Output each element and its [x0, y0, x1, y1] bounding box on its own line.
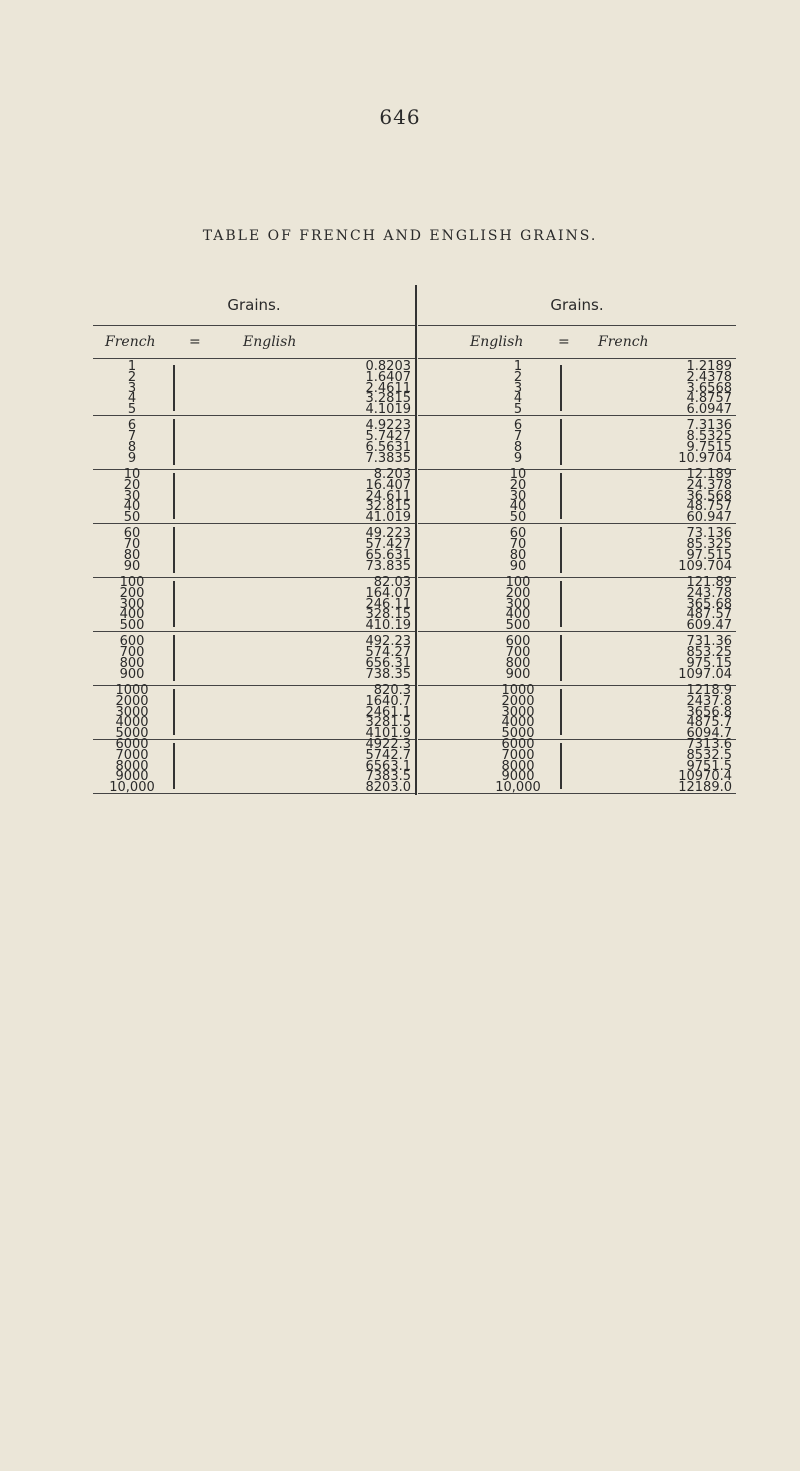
converted-value: 8203.0	[365, 780, 411, 796]
table-row	[418, 780, 736, 798]
source-value: 6	[127, 418, 137, 434]
converted-value: 7313.6	[686, 737, 732, 752]
source-value: 5	[513, 402, 523, 418]
converted-value: 3.2815	[365, 391, 411, 407]
converted-value: 487.57	[686, 607, 732, 623]
source-value: 400	[119, 607, 145, 623]
row-group	[93, 361, 415, 416]
source-value: 1	[127, 359, 137, 374]
source-value: 70	[509, 537, 527, 553]
converted-value: 82.03	[373, 575, 411, 590]
converted-value: 60.947	[686, 510, 732, 526]
source-value: 50	[509, 510, 527, 526]
converted-value: 6563.1	[365, 758, 411, 774]
converted-value: 738.35	[365, 666, 411, 682]
converted-value: 9.7515	[686, 440, 732, 455]
left-eq-sign: =	[189, 334, 201, 350]
source-value: 2	[127, 369, 137, 385]
source-value: 4	[513, 391, 523, 407]
page-number: 646	[379, 105, 421, 129]
row-group	[93, 739, 415, 794]
source-value: 5	[127, 402, 137, 418]
source-value: 9	[127, 450, 137, 466]
right-col-a-header: English	[470, 334, 524, 350]
converted-value: 731.36	[686, 634, 732, 650]
source-value: 5000	[501, 726, 535, 742]
converted-value: 85.325	[686, 537, 732, 553]
converted-value: 1218.9	[686, 683, 732, 698]
converted-value: 48.757	[686, 499, 732, 515]
source-value: 7000	[115, 747, 149, 763]
converted-value: 0.8203	[365, 359, 411, 374]
source-value: 900	[119, 666, 145, 682]
source-value: 3	[513, 380, 523, 396]
source-value: 2	[513, 369, 523, 385]
converted-value: 24.611	[365, 488, 411, 504]
source-value: 10,000	[495, 780, 541, 796]
source-value: 40	[509, 499, 527, 515]
converted-value: 7383.5	[365, 769, 411, 785]
converted-value: 328.15	[365, 607, 411, 623]
left-group-header: Grains.	[93, 285, 415, 326]
converted-value: 2.4611	[365, 380, 411, 396]
source-value: 20	[509, 477, 527, 493]
english-to-french-half	[418, 285, 736, 795]
source-value: 10	[123, 467, 141, 482]
converted-value: 5.7427	[365, 429, 411, 445]
left-column-headers	[93, 326, 415, 359]
left-col-a-header: French	[105, 334, 156, 350]
converted-value: 6094.7	[686, 726, 732, 742]
converted-value: 3.6568	[686, 380, 732, 396]
converted-value: 57.427	[365, 537, 411, 553]
source-value: 40	[123, 499, 141, 515]
row-group	[418, 685, 736, 740]
converted-value: 8532.5	[686, 747, 732, 763]
source-value: 7	[127, 429, 137, 445]
source-value: 9000	[501, 769, 535, 785]
row-group	[93, 577, 415, 632]
converted-value: 12.189	[686, 467, 732, 482]
converted-value: 2.4378	[686, 369, 732, 385]
converted-value: 49.223	[365, 526, 411, 542]
source-value: 90	[123, 558, 141, 574]
row-group	[93, 523, 415, 578]
source-value: 7000	[501, 747, 535, 763]
converted-value: 6.0947	[686, 402, 732, 418]
row-group	[418, 469, 736, 524]
row-group	[418, 739, 736, 794]
row-group	[93, 469, 415, 524]
converted-value: 4922.3	[365, 737, 411, 752]
source-value: 6000	[115, 737, 149, 752]
converted-value: 8.203	[373, 467, 411, 482]
converted-value: 410.19	[365, 618, 411, 634]
converted-value: 41.019	[365, 510, 411, 526]
row-group	[418, 415, 736, 470]
converted-value: 1097.04	[678, 666, 732, 682]
source-value: 20	[123, 477, 141, 493]
converted-value: 97.515	[686, 548, 732, 563]
french-to-english-half	[93, 285, 417, 795]
row-group	[418, 361, 736, 416]
converted-value: 1640.7	[365, 693, 411, 709]
converted-value: 7.3835	[365, 450, 411, 466]
row-group	[418, 577, 736, 632]
source-value: 800	[505, 656, 531, 671]
converted-value: 1.2189	[686, 359, 732, 374]
converted-value: 10.9704	[678, 450, 732, 466]
row-group	[93, 631, 415, 686]
converted-value: 365.68	[686, 596, 732, 612]
converted-value: 121.89	[686, 575, 732, 590]
converted-value: 4.1019	[365, 402, 411, 418]
source-value: 30	[123, 488, 141, 504]
grains-table	[93, 285, 738, 805]
source-value: 60	[123, 526, 141, 542]
row-group	[418, 523, 736, 578]
converted-value: 36.568	[686, 488, 732, 504]
source-value: 3	[127, 380, 137, 396]
source-value: 2000	[115, 693, 149, 709]
converted-value: 164.07	[365, 585, 411, 601]
source-value: 300	[119, 596, 145, 612]
converted-value: 609.47	[686, 618, 732, 634]
converted-value: 4.9223	[365, 418, 411, 434]
source-value: 4000	[115, 715, 149, 731]
converted-value: 5742.7	[365, 747, 411, 763]
source-value: 6	[513, 418, 523, 434]
source-value: 3000	[115, 704, 149, 720]
converted-value: 820.3	[373, 683, 411, 698]
source-value: 100	[119, 575, 145, 590]
converted-value: 16.407	[365, 477, 411, 493]
source-value: 7	[513, 429, 523, 445]
source-value: 500	[505, 618, 531, 634]
converted-value: 73.835	[365, 558, 411, 574]
right-group-header: Grains.	[418, 285, 736, 326]
converted-value: 492.23	[365, 634, 411, 650]
source-value: 500	[119, 618, 145, 634]
source-value: 600	[119, 634, 145, 650]
source-value: 1000	[115, 683, 149, 698]
converted-value: 109.704	[678, 558, 732, 574]
source-value: 3000	[501, 704, 535, 720]
source-value: 8000	[501, 758, 535, 774]
source-value: 800	[119, 656, 145, 671]
converted-value: 3281.5	[365, 715, 411, 731]
row-group	[93, 415, 415, 470]
source-value: 8	[513, 440, 523, 455]
source-value: 70	[123, 537, 141, 553]
converted-value: 246.11	[365, 596, 411, 612]
converted-value: 2437.8	[686, 693, 732, 709]
source-value: 8000	[115, 758, 149, 774]
source-value: 90	[509, 558, 527, 574]
source-value: 700	[119, 645, 145, 661]
converted-value: 7.3136	[686, 418, 732, 434]
source-value: 6000	[501, 737, 535, 752]
source-value: 80	[509, 548, 527, 563]
source-value: 4	[127, 391, 137, 407]
converted-value: 8.5325	[686, 429, 732, 445]
converted-value: 3656.8	[686, 704, 732, 720]
source-value: 4000	[501, 715, 535, 731]
converted-value: 4101.9	[365, 726, 411, 742]
source-value: 9	[513, 450, 523, 466]
source-value: 400	[505, 607, 531, 623]
source-value: 200	[119, 585, 145, 601]
source-value: 1	[513, 359, 523, 374]
source-value: 8	[127, 440, 137, 455]
source-value: 2000	[501, 693, 535, 709]
converted-value: 10970.4	[678, 769, 732, 785]
right-col-b-header: French	[598, 334, 649, 350]
row-group	[418, 631, 736, 686]
converted-value: 243.78	[686, 585, 732, 601]
converted-value: 65.631	[365, 548, 411, 563]
converted-value: 73.136	[686, 526, 732, 542]
right-eq-sign: =	[558, 334, 570, 350]
source-value: 5000	[115, 726, 149, 742]
converted-value: 2461.1	[365, 704, 411, 720]
source-value: 80	[123, 548, 141, 563]
converted-value: 656.31	[365, 656, 411, 671]
converted-value: 24.378	[686, 477, 732, 493]
converted-value: 1.6407	[365, 369, 411, 385]
converted-value: 975.15	[686, 656, 732, 671]
source-value: 60	[509, 526, 527, 542]
converted-value: 574.27	[365, 645, 411, 661]
right-column-headers	[418, 326, 736, 359]
converted-value: 32.815	[365, 499, 411, 515]
converted-value: 4.8757	[686, 391, 732, 407]
converted-value: 853.25	[686, 645, 732, 661]
source-value: 200	[505, 585, 531, 601]
converted-value: 12189.0	[678, 780, 732, 796]
converted-value: 4875.7	[686, 715, 732, 731]
source-value: 1000	[501, 683, 535, 698]
converted-value: 6.5631	[365, 440, 411, 455]
source-value: 700	[505, 645, 531, 661]
converted-value: 9751.5	[686, 758, 732, 774]
table-title: TABLE OF FRENCH AND ENGLISH GRAINS.	[202, 228, 598, 244]
row-group	[93, 685, 415, 740]
source-value: 300	[505, 596, 531, 612]
source-value: 10,000	[109, 780, 155, 796]
source-value: 10	[509, 467, 527, 482]
source-value: 600	[505, 634, 531, 650]
table-row	[93, 780, 415, 798]
source-value: 50	[123, 510, 141, 526]
source-value: 100	[505, 575, 531, 590]
left-col-b-header: English	[243, 334, 297, 350]
source-value: 9000	[115, 769, 149, 785]
source-value: 900	[505, 666, 531, 682]
source-value: 30	[509, 488, 527, 504]
